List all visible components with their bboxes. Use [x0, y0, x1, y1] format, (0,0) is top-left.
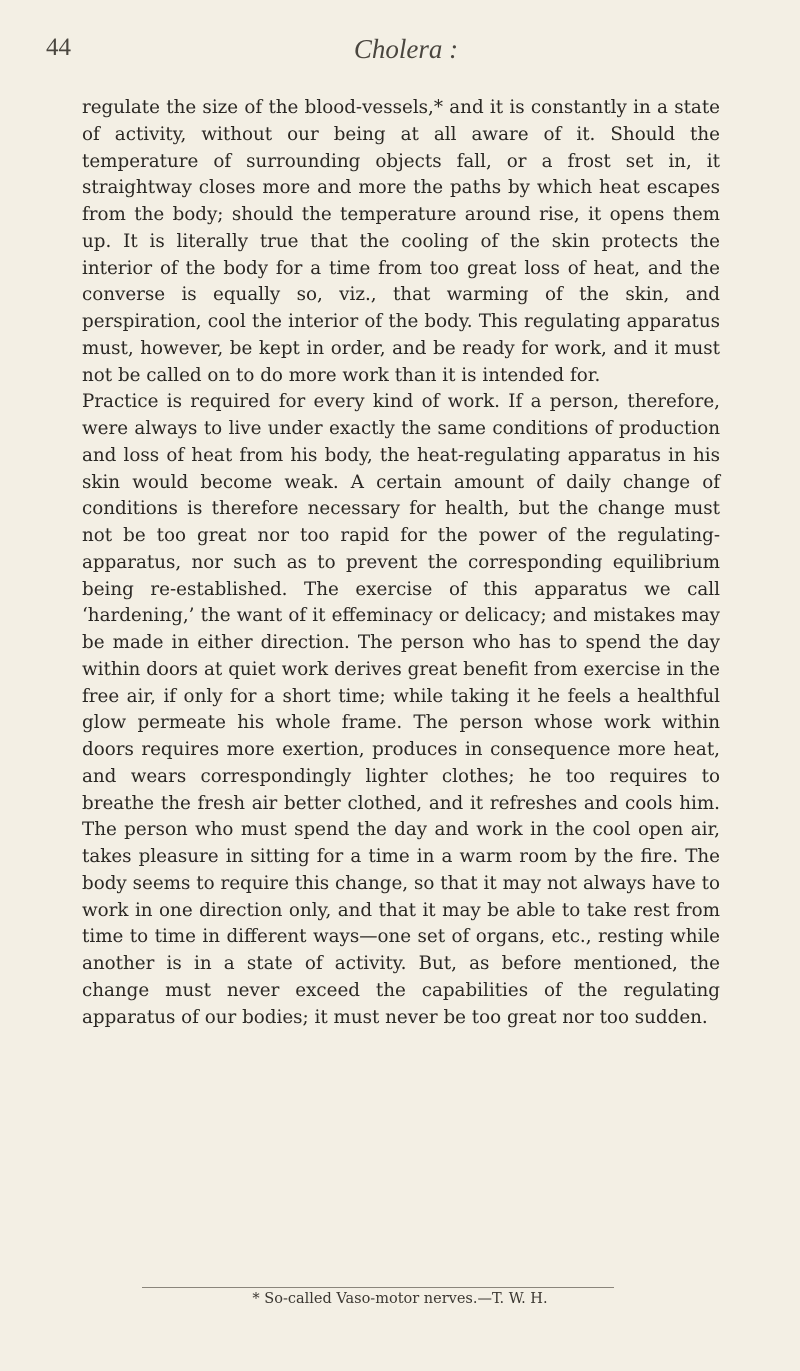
page-number: 44 — [46, 34, 71, 61]
footnote: * So-called Vaso-motor nerves.—T. W. H. — [252, 1291, 548, 1307]
paragraph: Practice is required for every kind of work. If a person, therefore, were always to live under exactly the same conditions of production and loss of heat from his body, the heat-regulating apparatus in his skin would become weak. A certain amount of daily change of conditions is therefore necessary for health, but the change must not be too great nor too rapid for the power of the regulating-apparatus, nor such as to prevent the corresponding equilibrium being re-established. The exercise of this apparatus we call ‘hardening,’ the want of it effeminacy or delicacy; and mistakes may be made in either direction. The person who has to spend the day within doors at quiet work derives great benefit from exercise in the free air, if only for a short time; while taking it he feels a healthful glow permeate his whole frame. The person whose work within doors requires more exertion, produces in consequence more heat, and wears correspondingly lighter clothes; he too requires to breathe the fresh air better clothed, and it refreshes and cools him. The person who must spend the day and work in the cool open air, takes pleasure in sitting for a time in a warm room by the fire. The body seems to require this change, so that it may not always have to work in one direction only, and that it may be able to take rest from time to time in different ways—one set of organs, etc., resting while another is in a state of activity. But, as before mentioned, the change must never exceed the capabilities of the regulating apparatus of our bodies; it must never be too great nor too sudden. — [82, 391, 720, 1028]
running-title: Cholera : — [353, 34, 459, 64]
body-text — [82, 95, 720, 1031]
page-header — [46, 34, 766, 74]
paragraph: regulate the size of the blood-vessels,* and it is constantly in a state of activity, without our being at all aware of it. Should the temperature of surrounding objects fall, or a frost set in, it straightway closes more and more the paths by which heat escapes from the body; should the temperature around rise, it opens them up. It is literally true that the cooling of the skin protects the interior of the body for a time from too great loss of heat, and the converse is equally so, viz., that warming of the skin, and perspiration, cool the interior of the body. This regulating apparatus must, however, be kept in order, and be ready for work, and it must not be called on to do more work than it is intended for. — [82, 97, 720, 386]
footnote-divider — [142, 1287, 614, 1288]
